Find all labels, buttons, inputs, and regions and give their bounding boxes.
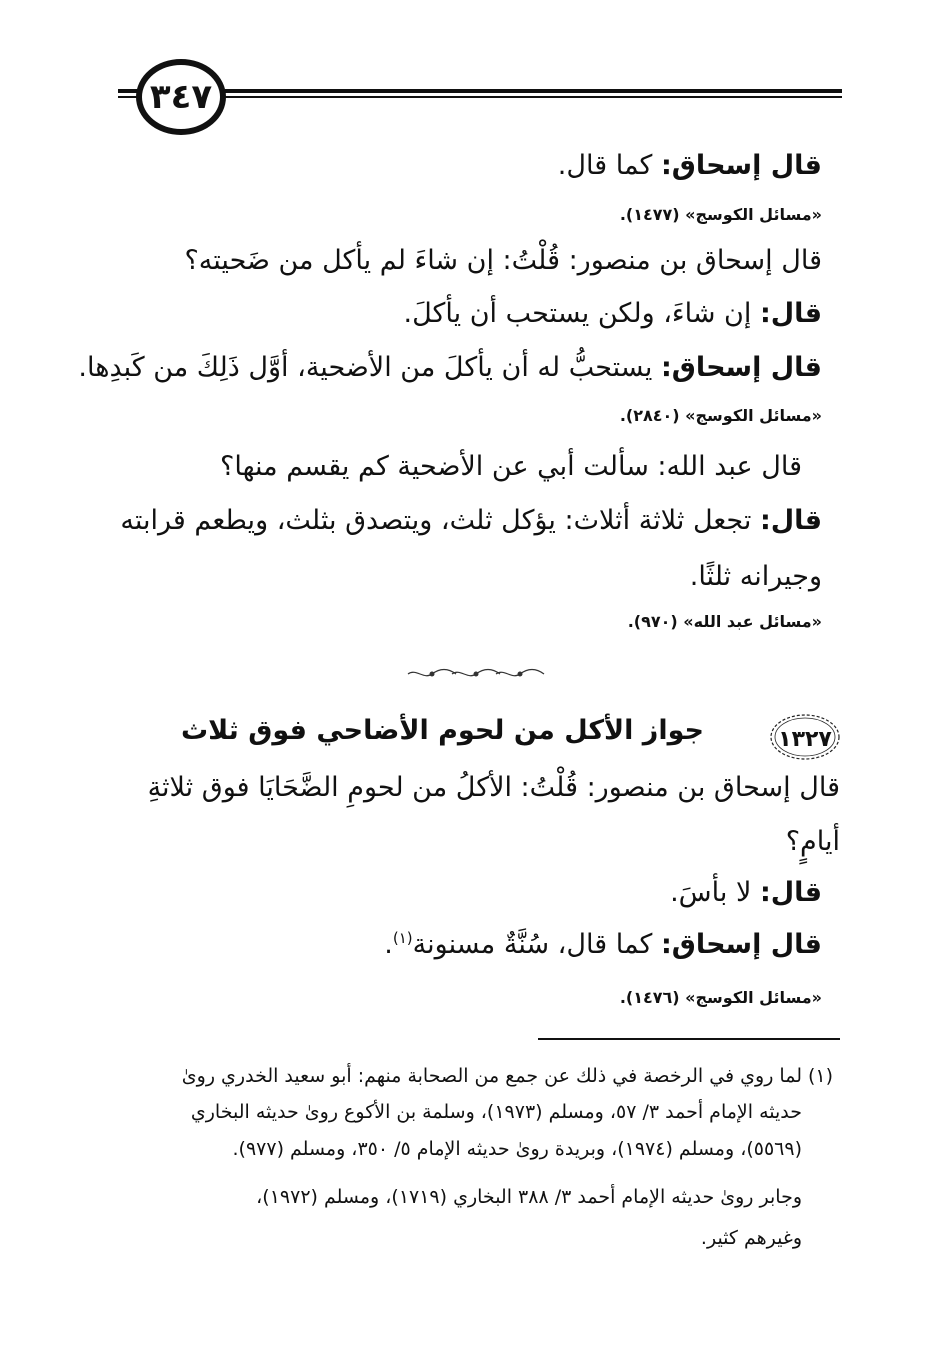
line-text: إن شاءَ، ولكن يستحب أن يأكلَ.	[403, 298, 760, 329]
text-line	[78, 352, 822, 383]
speaker-label: قال:	[759, 877, 822, 908]
footnote-line: (٥٥٦٩)، ومسلم (١٩٧٤)، وبريدة روىٰ حديثه الإمام ٥/ ٣٥٠، ومسلم (٩٧٧).	[232, 1138, 802, 1160]
text-line	[670, 877, 822, 908]
line-text: يستحبُّ له أن يأكلَ من الأضحية، أوَّل ذَلِكَ من كَبدِها.	[78, 352, 661, 383]
speaker-label: قال إسحاق:	[661, 929, 822, 960]
header-rule-top	[118, 89, 842, 93]
source-reference: «مسائل الكوسج» (١٤٧٧).	[619, 205, 822, 224]
text-line: قال عبد الله: سألت أبي عن الأضحية كم يقسم منها؟	[220, 451, 802, 482]
text-line: أيامٍ؟	[785, 826, 840, 857]
ornament-divider	[406, 666, 546, 682]
section-number-badge	[768, 712, 842, 762]
source-reference: «مسائل الكوسج» (١٤٧٦).	[619, 988, 822, 1007]
text-line: قال إسحاق بن منصور: قُلْتُ: إن شاءَ لم يأكل من ضَحيته؟	[184, 245, 822, 276]
source-reference: «مسائل عبد الله» (٩٧٠).	[627, 612, 822, 631]
footnote-line: لما روي في الرخصة في ذلك عن جمع من الصحابة منهم: أبو سعيد الخدري روىٰ	[181, 1065, 802, 1087]
section-title: جواز الأكل من لحوم الأضاحي فوق ثلاث	[181, 715, 704, 746]
text-line	[558, 150, 822, 181]
footnote-line: حديثه الإمام أحمد ٣/ ٥٧، ومسلم (١٩٧٣)، وسلمة بن الأكوع روىٰ حديثه البخاري	[190, 1101, 802, 1123]
page-number: ٣٤٧	[136, 59, 226, 135]
speaker-label: قال إسحاق:	[661, 150, 822, 181]
text-line	[403, 298, 822, 329]
speaker-label: قال إسحاق:	[661, 352, 822, 383]
header-rule-bottom	[118, 96, 842, 98]
line-text: كما قال، سُنَّةٌ مسنونة	[412, 929, 661, 960]
speaker-label: قال:	[759, 298, 822, 329]
text-line: وجيرانه ثلثًا.	[689, 561, 822, 592]
text-line	[120, 505, 822, 536]
section-number: ١٣٢٧	[778, 727, 832, 752]
footnote-line: وجابر روىٰ حديثه الإمام أحمد ٣/ ٣٨٨ البخاري (١٧١٩)، ومسلم (١٩٧٢)،	[256, 1186, 802, 1208]
footnote-marker: (١)	[392, 929, 413, 947]
speaker-label: قال:	[759, 505, 822, 536]
source-reference: «مسائل الكوسج» (٢٨٤٠).	[619, 406, 822, 425]
footnote-rule	[538, 1038, 840, 1040]
line-end: .	[384, 929, 393, 960]
line-text: لا بأسَ.	[670, 877, 760, 908]
line-text: كما قال.	[557, 150, 661, 181]
footnote-number: (١)	[808, 1065, 834, 1087]
footnote-line: وغيرهم كثير.	[700, 1227, 802, 1249]
text-line: قال إسحاق بن منصور: قُلْتُ: الأكلُ من لحومِ الضَّحَايَا فوق ثلاثةِ	[147, 772, 840, 803]
line-text: تجعل ثلاثة أثلاث: يؤكل ثلث، ويتصدق بثلث، ويطعم قرابته	[120, 505, 760, 536]
text-line	[384, 929, 822, 960]
